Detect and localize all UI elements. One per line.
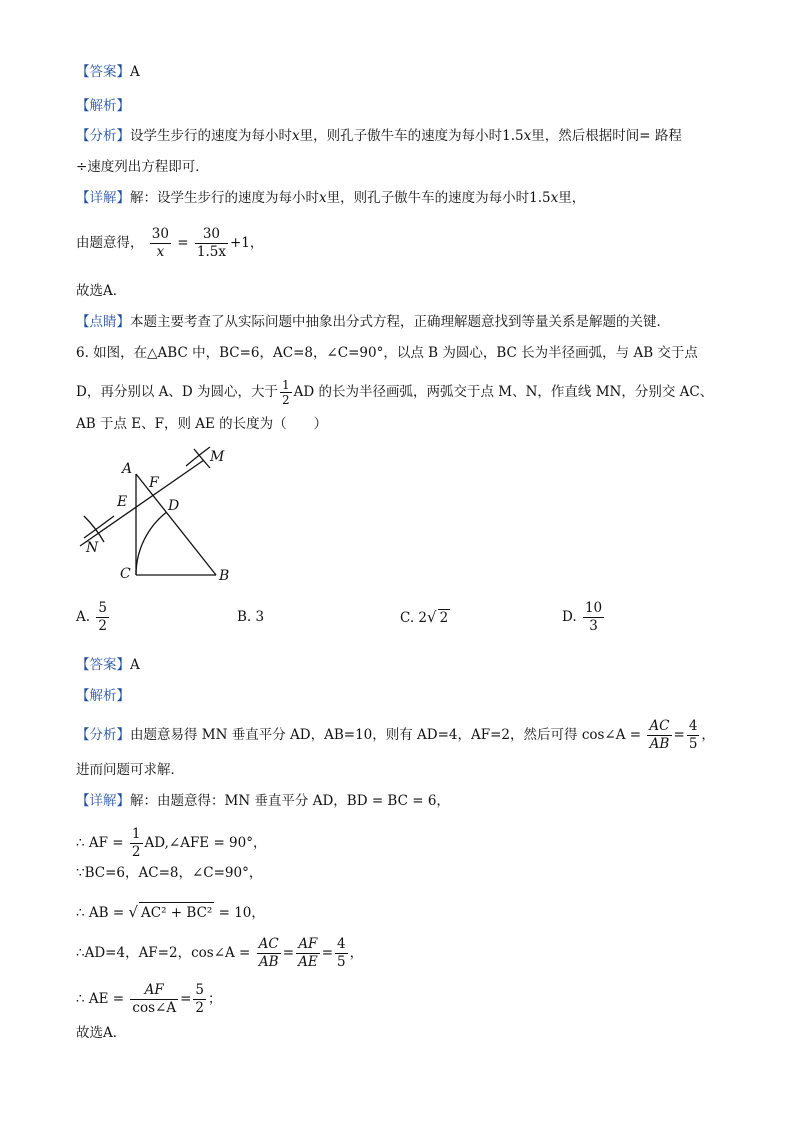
step-text: AD,∠AFE = 90°， xyxy=(144,835,267,851)
label-f: F xyxy=(149,475,159,491)
q6-fenxi-line xyxy=(76,718,715,753)
step-text: ∴AD=4，AF=2，cos∠A = xyxy=(76,945,251,961)
fraction xyxy=(96,600,109,635)
answer-tag: 【答案】 xyxy=(76,64,130,80)
equation-prefix: 由题意得， xyxy=(76,235,144,251)
q5-fenxi-line xyxy=(76,126,682,146)
answer-tag: 【答案】 xyxy=(76,657,130,673)
denominator: 2 xyxy=(98,618,107,634)
label-n: N xyxy=(86,540,99,556)
equals-sign: = xyxy=(177,235,189,251)
fenxi-text: 由题意易得 MN 垂直平分 AD，AB=10，则有 AD=4，AF=2，然后可得 cos∠A = xyxy=(130,727,642,743)
option-b: B. 3 xyxy=(237,609,265,625)
q6-xiangjie-line xyxy=(76,791,450,811)
punctuation: ， xyxy=(701,727,715,743)
radicand: AC² + BC² xyxy=(139,902,214,923)
numerator: 4 xyxy=(337,936,346,952)
segment-ab xyxy=(136,474,216,575)
geometry-figure xyxy=(76,446,256,586)
label-d: D xyxy=(168,498,180,514)
label-b: B xyxy=(219,568,230,584)
arc-n-1 xyxy=(84,516,104,542)
xiangjie-tag: 【详解】 xyxy=(76,793,130,809)
fraction xyxy=(257,936,281,971)
q5-analysis-heading xyxy=(76,96,130,116)
fraction xyxy=(335,936,348,971)
var-x: x xyxy=(523,128,532,144)
step-text: = 10， xyxy=(218,905,265,921)
coef: 1.5 xyxy=(529,190,551,206)
fraction xyxy=(583,600,604,635)
fraction xyxy=(647,718,671,753)
fraction xyxy=(193,982,206,1017)
denominator: x xyxy=(156,244,165,260)
q5-choose: 故选A． xyxy=(76,283,127,299)
fraction xyxy=(296,936,320,971)
answer-value: A xyxy=(130,64,140,80)
answer-value: A xyxy=(130,657,140,673)
label-a: A xyxy=(122,461,133,477)
option-d xyxy=(562,600,606,635)
dianjing-tag: 【点睛】 xyxy=(76,314,130,330)
fenxi-tag: 【分析】 xyxy=(76,727,130,743)
xiangjie-text: 解：由题意得：MN 垂直平分 AD，BD = BC = 6， xyxy=(130,793,450,809)
coef: 1.5 xyxy=(502,128,524,144)
fraction xyxy=(130,982,178,1017)
option-label: C. 2 xyxy=(400,610,428,626)
denominator: AB xyxy=(258,954,279,970)
q6-step-2: ∵BC=6，AC=8，∠C=90°， xyxy=(76,865,263,881)
option-label: A. xyxy=(76,609,91,625)
denominator: AB xyxy=(649,736,670,752)
var-x: x xyxy=(550,190,559,206)
radical-sign: √ xyxy=(128,903,139,921)
denominator: 2 xyxy=(195,1000,204,1016)
fraction xyxy=(130,826,143,861)
denominator: 2 xyxy=(131,844,141,860)
label-c: C xyxy=(120,566,131,582)
xiangjie-text-a: 解：设学生步行的速度为每小时 xyxy=(130,190,319,206)
fenxi-text-c: 里，然后根据时间= 路程 xyxy=(531,128,682,144)
radicand: 2 xyxy=(439,610,449,626)
equals-sign: = xyxy=(673,727,685,743)
xiangjie-text-c: 里， xyxy=(558,190,586,206)
q6-answer-line xyxy=(76,655,140,675)
analysis-tag: 【解析】 xyxy=(76,688,130,704)
fenxi-tag: 【分析】 xyxy=(76,128,130,144)
denominator: AE xyxy=(298,954,318,970)
var-x: x xyxy=(319,190,327,206)
step-text: ∴ AF = xyxy=(76,835,124,851)
label-m: M xyxy=(210,449,225,465)
q6-step-4: ∴AD=4，AF=2，cos∠A = $\frac{AC}{AB}$ = $\frac{AF}{AE}$ = $\frac{4}{5}$ ， xyxy=(76,936,364,970)
numerator: AF xyxy=(296,936,320,954)
denominator: 2 xyxy=(281,393,290,407)
dianjing-text: 本题主要考查了从实际问题中抽象出分式方程，正确理解题意找到等量关系是解题的关键． xyxy=(130,314,670,330)
stem-text: AD 的长为半径画弧，两弧交于点 M、N，作直线 MN，分别交 AC、 xyxy=(293,384,714,400)
q5-equation xyxy=(76,226,263,261)
option-label: D. xyxy=(562,609,577,625)
analysis-tag: 【解析】 xyxy=(76,98,130,114)
q6-choose: 故选A． xyxy=(76,1025,127,1041)
label-e: E xyxy=(117,494,128,510)
q6-step-3 xyxy=(76,902,265,923)
q6-step-1 xyxy=(76,826,267,861)
q6-stem-line2 xyxy=(76,378,713,407)
denominator: cos∠A xyxy=(132,1000,177,1016)
numerator: AF xyxy=(130,982,178,1000)
q5-xiangjie-line xyxy=(76,188,585,208)
numerator: 1 xyxy=(281,378,290,392)
xiangjie-tag: 【详解】 xyxy=(76,190,130,206)
fenxi-text-a: 设学生步行的速度为每小时 xyxy=(130,128,292,144)
q6-step-5: ∴ AE = $\frac{AF}{\cos\angle A}$ = $\frac{5}{2}$ ； xyxy=(76,982,222,1016)
punctuation: ； xyxy=(207,991,222,1007)
option-c xyxy=(400,608,450,626)
denominator: 3 xyxy=(589,618,598,634)
radical-sign: √ xyxy=(427,608,437,626)
numerator: 30 xyxy=(151,226,169,242)
q6-stem-line3: AB 于点 E、F，则 AE 的长度为（ ） xyxy=(76,416,328,432)
fenxi-text-b: 里，则孔子傲牛车的速度为每小时 xyxy=(299,128,503,144)
option-a xyxy=(76,600,111,635)
var-x: x xyxy=(292,128,300,144)
denominator: 1.5x xyxy=(196,244,226,260)
arc-cd xyxy=(136,512,166,575)
half-fraction xyxy=(280,378,292,407)
numerator: 4 xyxy=(688,718,698,734)
numerator: 5 xyxy=(195,982,204,998)
xiangjie-text-b: 里，则孔子傲牛车的速度为每小时 xyxy=(326,190,530,206)
step-text: ∴ AE = xyxy=(76,991,125,1007)
denominator: 5 xyxy=(337,954,346,970)
step-text: ∴ AB = xyxy=(76,905,125,921)
q5-answer-line xyxy=(76,62,140,82)
fraction xyxy=(195,226,228,261)
punctuation: ， xyxy=(349,945,364,961)
numerator: AC xyxy=(258,936,279,952)
numerator: 10 xyxy=(584,600,603,616)
q6-stem-line1: 6. 如图，在△ABC 中，BC=6，AC=8，∠C=90°，以点 B 为圆心，BC 长为半径画弧，与 AB 交于点 xyxy=(76,345,698,361)
fraction xyxy=(687,718,700,753)
numerator: 30 xyxy=(195,226,228,244)
q5-fenxi-line2: ÷速度列出方程即可． xyxy=(76,159,209,175)
equation-tail: +1， xyxy=(229,235,264,251)
numerator: 1 xyxy=(131,826,141,842)
stem-text: D，再分别以 A、D 为圆心，大于 xyxy=(76,384,278,400)
q5-dianjing-line xyxy=(76,312,670,332)
fraction xyxy=(150,226,171,261)
numerator: 5 xyxy=(98,600,107,616)
denominator: 5 xyxy=(688,736,698,752)
q6-fenxi-line2: 进而问题可求解． xyxy=(76,762,184,778)
numerator: AC xyxy=(649,718,670,734)
q6-analysis-heading xyxy=(76,686,130,706)
